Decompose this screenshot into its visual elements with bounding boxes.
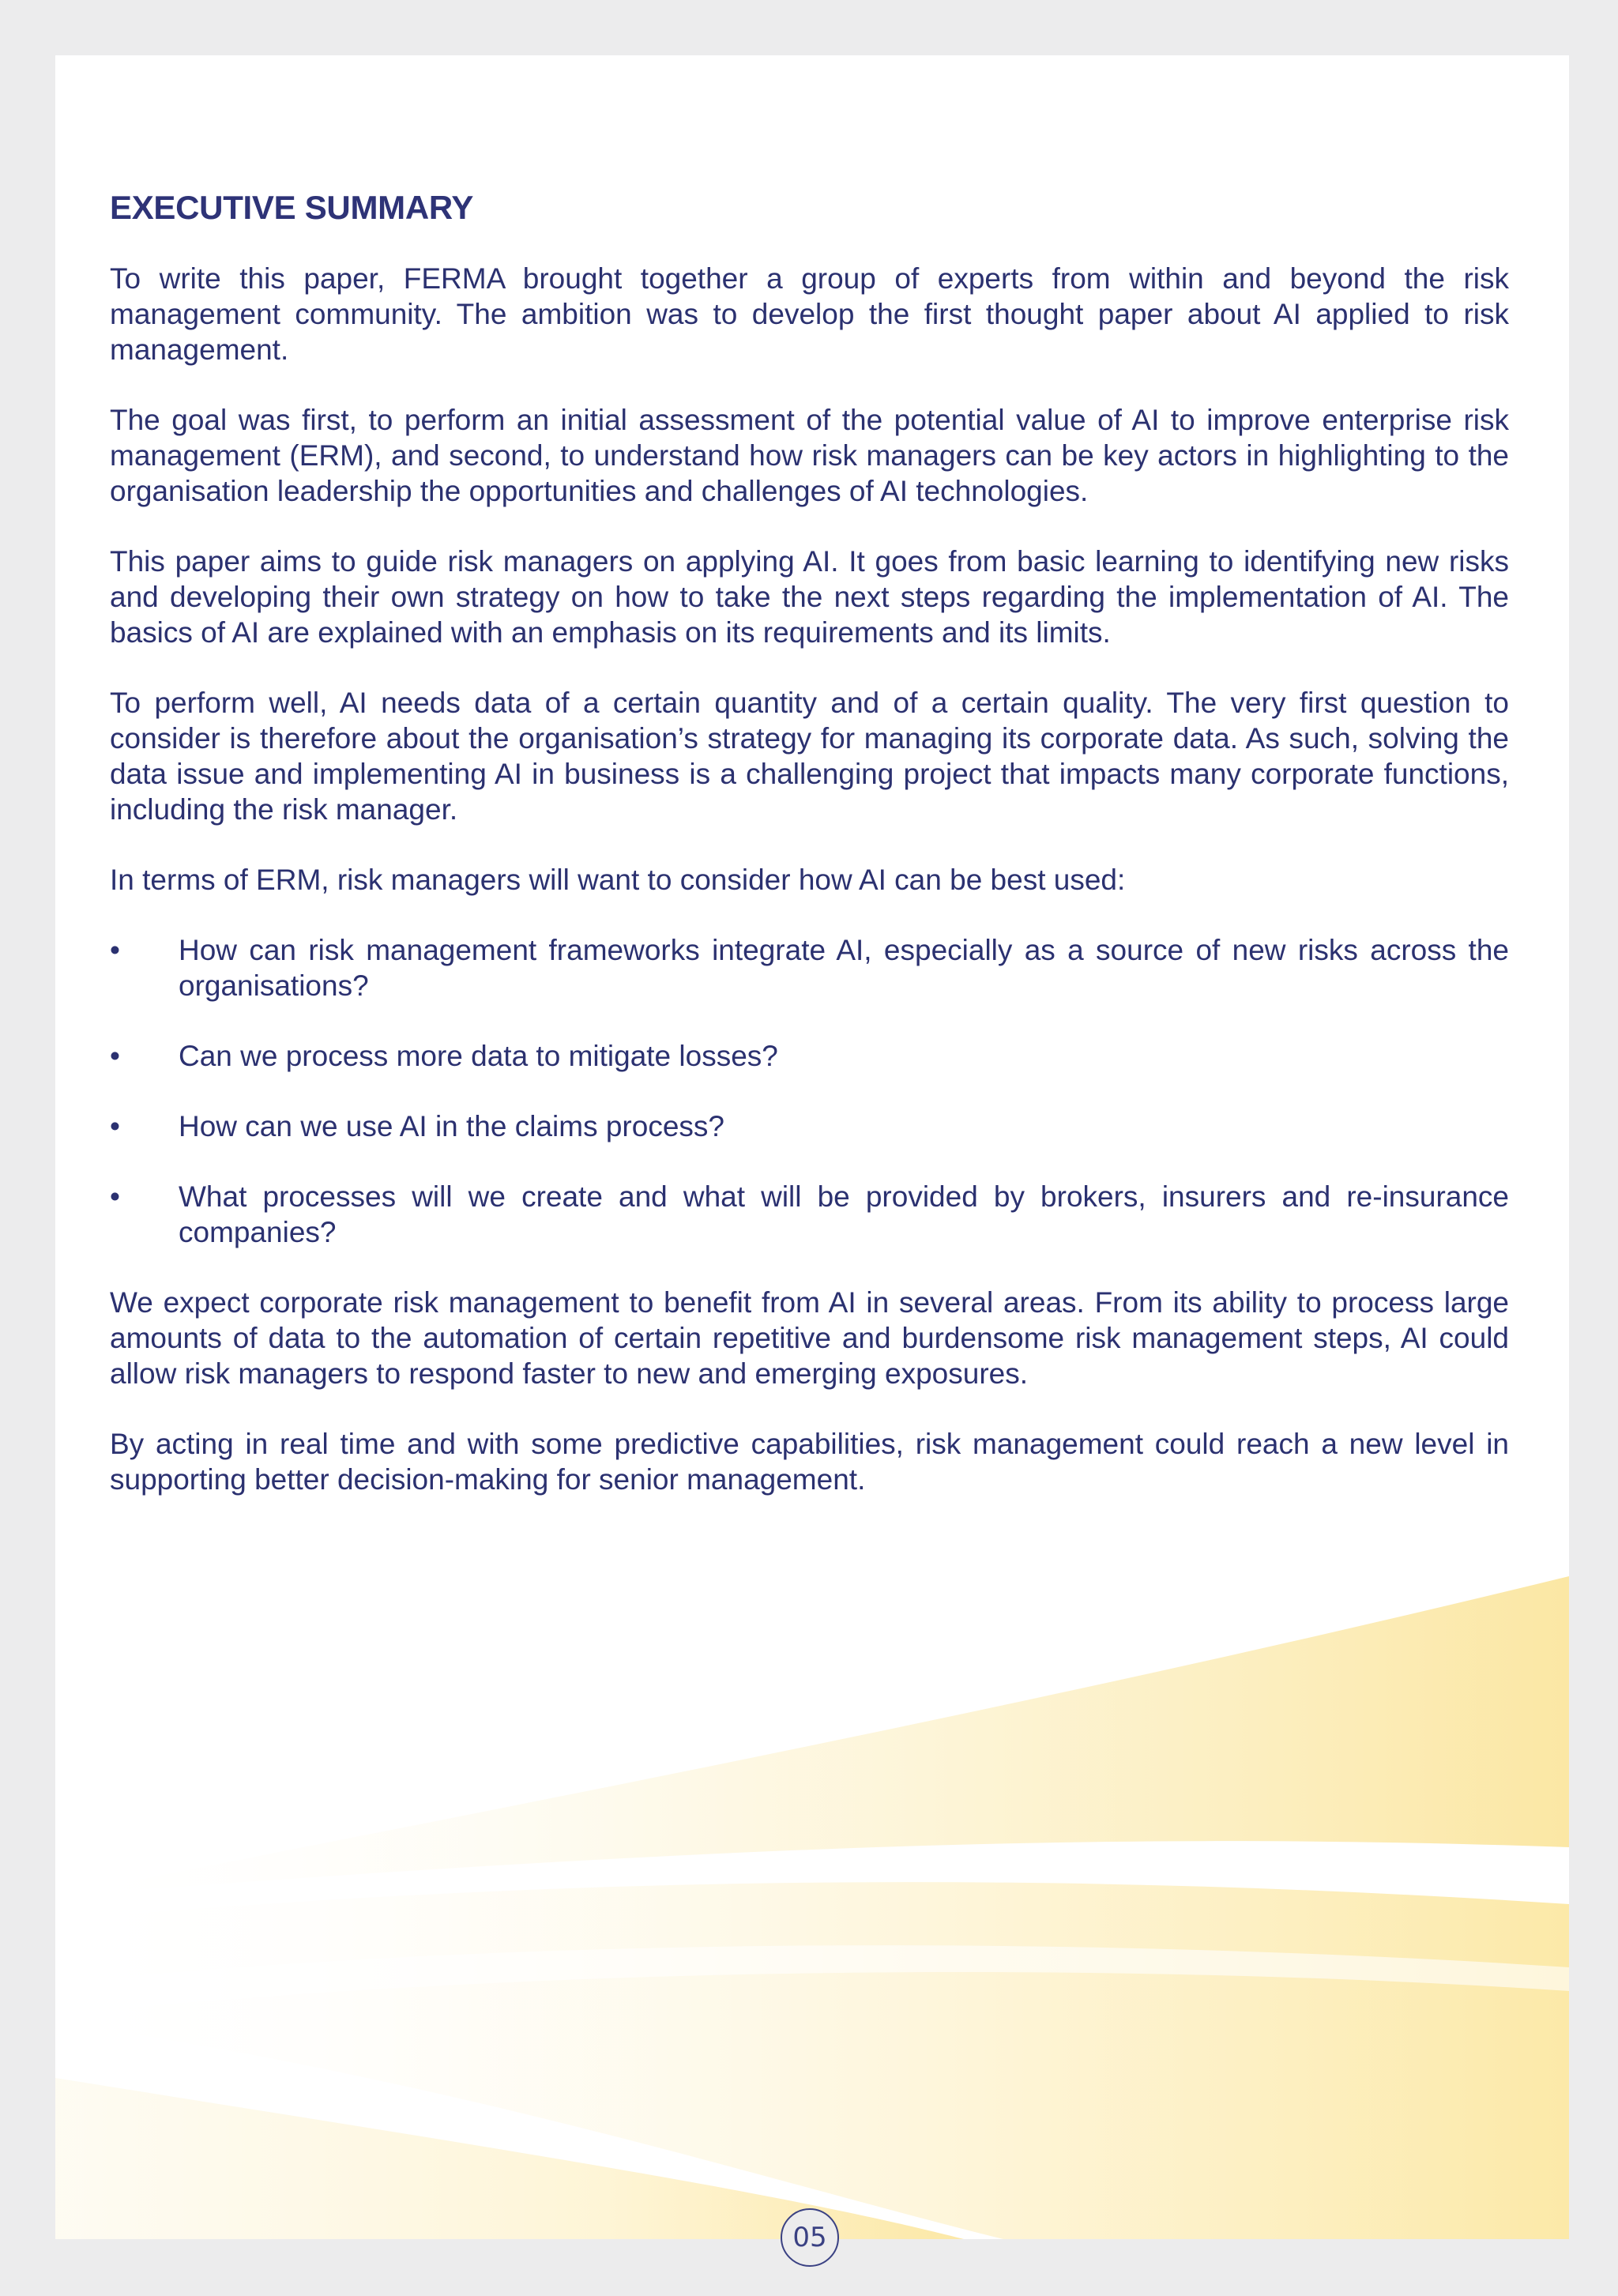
- list-item: [110, 1038, 1509, 1074]
- executive-summary-section: [110, 188, 1509, 1532]
- bullet-icon: •: [110, 1040, 120, 1073]
- paragraph-intro: To write this paper, FERMA brought together a group of experts from within and beyond the risk management community. The ambition was to develop the first thought paper about AI applied to risk management.: [110, 262, 1509, 367]
- list-item-text: How can we use AI in the claims process?: [179, 1110, 724, 1143]
- question-list: [110, 932, 1509, 1250]
- section-heading: EXECUTIVE SUMMARY: [110, 189, 474, 226]
- wave-upper: [55, 1576, 1569, 1896]
- bullet-icon: •: [110, 1180, 120, 1214]
- list-item: [110, 1108, 1509, 1144]
- list-item: [110, 932, 1509, 1003]
- paragraph-data: To perform well, AI needs data of a certain quantity and of a certain quality. The very first question to consider is therefore about the organisation’s strategy for managing its corporate data. As such, solving the data issue and implementing AI in business is a challenging project that impacts many corporate functions, including the risk manager.: [110, 687, 1509, 826]
- document-page: [55, 55, 1569, 2239]
- list-item-text: What processes will we create and what will be provided by brokers, insurers and re-insurance companies?: [179, 1180, 1509, 1249]
- list-item-text: Can we process more data to mitigate losses?: [179, 1040, 778, 1073]
- paragraph-goal: The goal was first, to perform an initial assessment of the potential value of AI to improve enterprise risk management (ERM), and second, to understand how risk managers can be key actors in highlighting to the organisation leadership the opportunities and challenges of AI technologies.: [110, 404, 1509, 508]
- paragraph-aim: This paper aims to guide risk managers on applying AI. It goes from basic learning to identifying new risks and developing their own strategy on how to take the next steps regarding the implementation of AI. The basics of AI are explained with an emphasis on its requirements and its limits.: [110, 545, 1509, 649]
- paragraph-conclusion: By acting in real time and with some predictive capabilities, risk management could reach a new level in supporting better decision-making for senior management.: [110, 1428, 1509, 1496]
- list-item-text: How can risk management frameworks integrate AI, especially as a source of new risks across the organisations?: [179, 934, 1509, 1003]
- bullet-icon: •: [110, 1110, 120, 1143]
- page-number-badge: 05: [781, 2208, 839, 2267]
- bullet-icon: •: [110, 934, 120, 967]
- paragraph-erm-lead: In terms of ERM, risk managers will want to consider how AI can be best used:: [110, 864, 1126, 897]
- list-item: [110, 1179, 1509, 1250]
- paragraph-benefits: We expect corporate risk management to benefit from AI in several areas. From its ability to process large amounts of data to the automation of certain repetitive and burdensome risk management steps, AI could allow risk managers to respond faster to new and emerging exposures.: [110, 1286, 1509, 1391]
